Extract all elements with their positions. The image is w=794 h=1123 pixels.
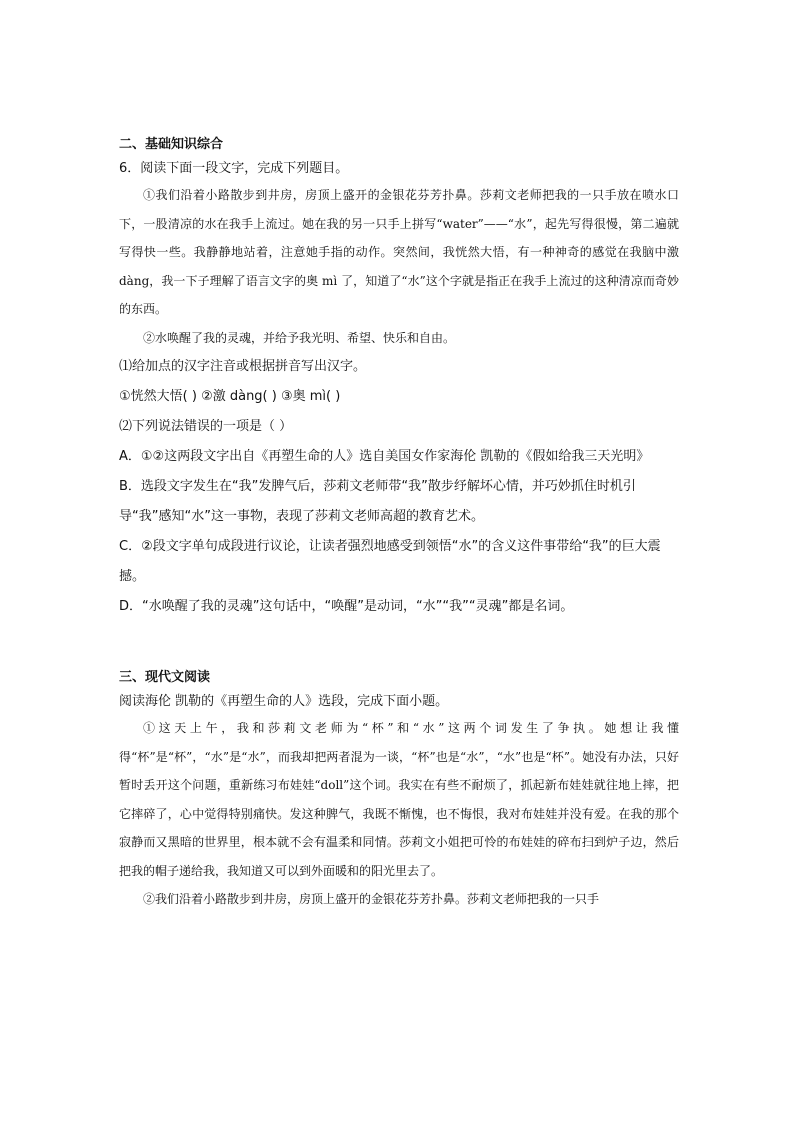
subquestion-2-prompt: ⑵下列说法错误的一项是（ ） (119, 419, 293, 434)
passage-paragraph-1: ①这天上午，我和莎莉文老师为“杯”和“水”这两个词发生了争执。她想让我懂得“杯”是“杯”，“水”是“水”，而我却把两者混为一谈，“杯”也是“水”，“水”也是“杯”。她没有办法，只好暂时丢开这个问题，重新练习布娃娃“doll”这个词。我实在有些不耐烦了，抓起新布娃娃就往地上摔，把它摔碎了，心中觉得特别痛快。发这种脾气，我既不惭愧，也不悔恨，我对布娃娃并没有爱。在我的那个寂静而又黑暗的世界里，根本就不会有温柔和同情。莎莉文小姐把可怜的布娃娃的碎布扫到炉子边，然后把我的帽子递给我，我知道又可以到外面暖和的阳光里去了。 (119, 721, 679, 878)
document-page (119, 135, 679, 914)
reading-passage-2 (119, 714, 679, 914)
option-d: D．“水唤醒了我的灵魂”这句话中，“唤醒”是动词，“水”“我”“灵魂”都是名词。 (119, 599, 574, 614)
passage-paragraph-2: ②我们沿着小路散步到井房，房顶上盛开的金银花芬芳扑鼻。莎莉文老师把我的一只手 (143, 892, 600, 906)
reading-passage-1 (119, 181, 679, 352)
option-c: C．②段文字单句成段进行议论，让读者强烈地感受到领悟“水”的含义这件事带给“我”的巨大震撼。 (119, 539, 661, 584)
option-a: A．①②这两段文字出自《再塑生命的人》选自美国女作家海伦 凯勒的《假如给我三天光明》 (119, 449, 650, 464)
passage-paragraph-1: ①我们沿着小路散步到井房，房顶上盛开的金银花芬芳扑鼻。莎莉文老师把我的一只手放在喷水口下，一股清凉的水在我手上流过。她在我的另一只手上拼写“water”——“水”，起先写得很慢，第二遍就写得快一些。我静静地站着，注意她手指的动作。突然间，我恍然大悟，有一种神奇的感觉在我脑中激 dàng，我一下子理解了语言文字的奥 mì 了，知道了“水”这个字就是指正在我手上流过的这种清凉而奇妙的东西。 (119, 188, 679, 316)
section-title-modern-reading: 三、现代文阅读 (119, 670, 211, 685)
reading-intro: 阅读海伦 凯勒的《再塑生命的人》选段，完成下面小题。 (119, 694, 449, 709)
passage-paragraph-2: ②水唤醒了我的灵魂，并给予我光明、希望、快乐和自由。 (143, 330, 456, 345)
section-title-basic-knowledge: 二、基础知识综合 (119, 137, 224, 152)
subquestion-1-items: ①恍然大悟( ) ②激 dàng( ) ③奥 mì( ) (119, 389, 341, 404)
section-spacer (119, 622, 679, 668)
question-6-prompt: 6．阅读下面一段文字，完成下列题目。 (119, 161, 349, 176)
subquestion-1-prompt: ⑴给加点的汉字注音或根据拼音写出汉字。 (119, 359, 367, 374)
option-b: B．选段文字发生在“我”发脾气后，莎莉文老师带“我”散步纾解坏心情，并巧妙抓住时机引导“我”感知“水”这一事物，表现了莎莉文老师高超的教育艺术。 (119, 479, 636, 524)
